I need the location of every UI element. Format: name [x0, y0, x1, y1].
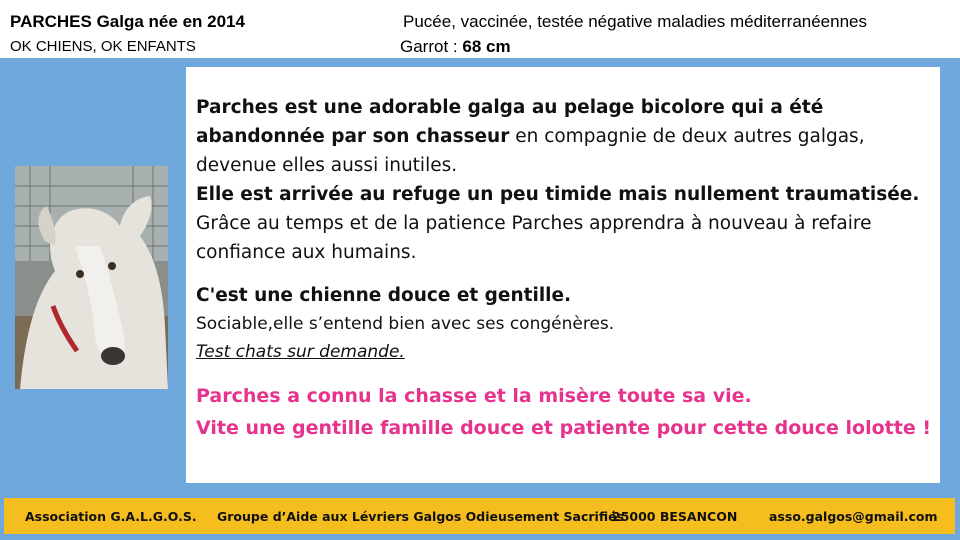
arrival-bold: Elle est arrivée au refuge un peu timide mais nullement traumatisée. [196, 184, 920, 205]
cat-test-line: Test chats sur demande. [196, 342, 405, 362]
sociability-line: Sociable,elle s’entend bien avec ses congénères. [196, 314, 615, 334]
compatibility-line: OK CHIENS, OK ENFANTS [10, 38, 196, 55]
appeal-line-2: Vite une gentille famille douce et patiente pour cette douce lolotte ! [196, 417, 932, 439]
garrot-line [400, 37, 511, 57]
description-card [186, 67, 940, 483]
temperament-heading [196, 281, 931, 310]
description-text [196, 93, 931, 444]
appeal-line-1: Parches a connu la chasse et la misère toute sa vie. [196, 385, 752, 407]
header [0, 0, 960, 58]
intro-rest: en compagnie de deux autres galgas, devenue elles aussi inutiles. [196, 126, 865, 176]
association-email[interactable]: asso.galgos@gmail.com [769, 509, 938, 524]
footer-banner [4, 498, 955, 534]
garrot-label: Garrot : [400, 37, 463, 56]
paragraph-intro [196, 93, 931, 180]
association-acronym: Groupe d’Aide aux Lévriers Galgos Odieusement Sacrifiés [217, 509, 625, 524]
temperament-bold: C'est une chienne douce et gentille. [196, 285, 572, 306]
arrival-rest: Grâce au temps et de la patience Parches apprendra à nouveau à refaire confiance aux humains. [196, 213, 872, 263]
garrot-value: 68 cm [462, 37, 511, 56]
paragraph-arrival [196, 180, 931, 267]
health-status: Pucée, vaccinée, testée négative maladies méditerranéennes [403, 12, 868, 31]
dog-photo [15, 166, 168, 389]
dog-name-title: PARCHES Galga née en 2014 [10, 12, 245, 31]
association-city: 25000 BESANCON [612, 509, 738, 524]
association-name: Association G.A.L.G.O.S. [25, 509, 197, 524]
intro-bold: Parches est une adorable galga au pelage bicolore qui a été abandonnée par son chasseur [196, 97, 824, 147]
